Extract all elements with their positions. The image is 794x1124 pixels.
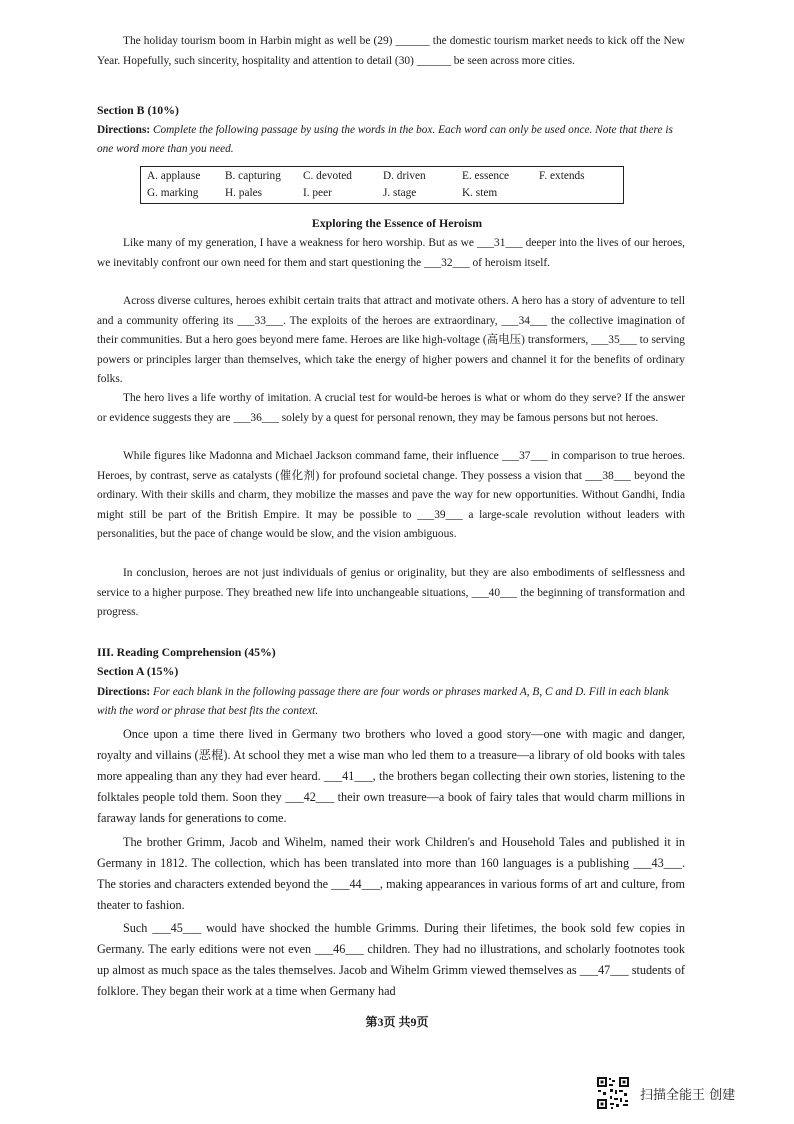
section-a-heading: Section A (15%) bbox=[97, 664, 179, 678]
word-option: E. essence bbox=[462, 170, 510, 182]
word-option: I. peer bbox=[303, 187, 332, 199]
scanner-watermark: 扫描全能王 创建 bbox=[640, 1088, 736, 1103]
top-paragraph: The holiday tourism boom in Harbin might as well be (29) ______ the domestic tourism market needs to kick off the New Year. Hopefully, such sincerity, hospitality and attention to detail (30) ______ be seen across more cities. bbox=[97, 35, 685, 67]
word-option: K. stem bbox=[462, 187, 498, 199]
qr-code-icon bbox=[596, 1076, 630, 1110]
section-b-heading: Section B (10%) bbox=[97, 103, 179, 117]
word-option: G. marking bbox=[147, 187, 199, 199]
directions-label: Directions: bbox=[97, 686, 151, 698]
passage-paragraph: Like many of my generation, I have a weakness for hero worship. But as we ___31___ deeper into the lives of our heroes, we inevitably confront our own need for them and start questioning the ___32___ of heroism itself. bbox=[97, 237, 685, 269]
word-box bbox=[140, 166, 624, 204]
section-a-directions bbox=[97, 683, 685, 721]
directions-text: Complete the following passage by using the words in the box. Each word can only be used once. Note that there is one word more than you need. bbox=[97, 124, 673, 155]
directions-text: For each blank in the following passage there are four words or phrases marked A, B, C and D. Fill in each blank with the word or phrase that best fits the context. bbox=[97, 686, 669, 717]
passage-paragraph: The hero lives a life worthy of imitation. A crucial test for would-be heroes is what or whom do they serve? If the answer or evidence suggests they are ___36___ solely by a quest for personal renown, they may be famous persons but not heroes. bbox=[97, 392, 685, 424]
reading-paragraph: Once upon a time there lived in Germany two brothers who loved a good story—one with magic and danger, royalty and villains (恶棍). At school they met a wise man who led them to a treasure—a library of old books with tales more appealing than any they had ever heard. ___41___, the brothers began collecting their own stories, listening to the folktales people told them. Soon they ___42___ their own treasure—a book of fairy tales that would charm millions in faraway lands for generations to come. bbox=[97, 727, 685, 825]
passage-paragraph: Across diverse cultures, heroes exhibit certain traits that attract and motivate others. A hero has a story of adventure to tell and a community offering its ___33___. The exploits of the heroes are extraordinary, ___34___ the collective imagination of their communities. But a hero goes beyond mere fame. Heroes are like high-voltage (高电压) transformers, ___35___ to serving powers or principles larger than themselves, which take the energy of higher powers and channel it for the benefits of ordinary folks. bbox=[97, 295, 685, 386]
word-option: J. stage bbox=[383, 187, 417, 199]
page-number: 第3页 共9页 bbox=[365, 1015, 429, 1029]
reading-paragraph: Such ___45___ would have shocked the humble Grimms. During their lifetimes, the book sold few copies in Germany. The early editions were not even ___46___ children. They had no illustrations, and scholarly footnotes took up almost as much space as the tales themselves. Jacob and Wihelm Grimm viewed themselves as ___47___ students of folklore. They began their work at a time when Germany had bbox=[97, 921, 685, 998]
word-option: F. extends bbox=[539, 170, 585, 182]
section-iii-heading: III. Reading Comprehension (45%) bbox=[97, 645, 276, 659]
section-b-directions bbox=[97, 121, 685, 159]
word-option: C. devoted bbox=[303, 170, 352, 182]
word-option: B. capturing bbox=[225, 170, 281, 182]
word-option: H. pales bbox=[225, 187, 263, 199]
passage-title: Exploring the Essence of Heroism bbox=[311, 216, 483, 230]
passage-paragraph: While figures like Madonna and Michael Jackson command fame, their influence ___37___ in comparison to true heroes. Heroes, by contrast, serve as catalysts (催化剂) for profound societal change. They possess a vision that ___38___ beyond the ordinary. With their skills and charm, they mobilize the masses and pave the way for new opportunities. Without Gandhi, India might still be part of the British Empire. It may be possible to ___39___ a large-scale revolution without leaders with personalities, but the pace of change would be slow, and the vision ambiguous. bbox=[97, 450, 685, 541]
passage-paragraph: In conclusion, heroes are not just individuals of genius or originality, but they are also embodiments of selflessness and service to a higher purpose. They breathed new life into unchangeable situations, ___40___ the beginning of transformation and progress. bbox=[97, 567, 685, 619]
word-option: D. driven bbox=[383, 170, 426, 182]
directions-label: Directions: bbox=[97, 124, 151, 136]
word-option: A. applause bbox=[147, 170, 201, 182]
reading-paragraph: The brother Grimm, Jacob and Wihelm, named their work Children's and Household Tales and published it in Germany in 1812. The collection, which has been translated into more than 160 languages is a publishing ___43___. The stories and characters extended beyond the ___44___, making appearances in various forms of art and culture, from theater to fashion. bbox=[97, 835, 685, 912]
